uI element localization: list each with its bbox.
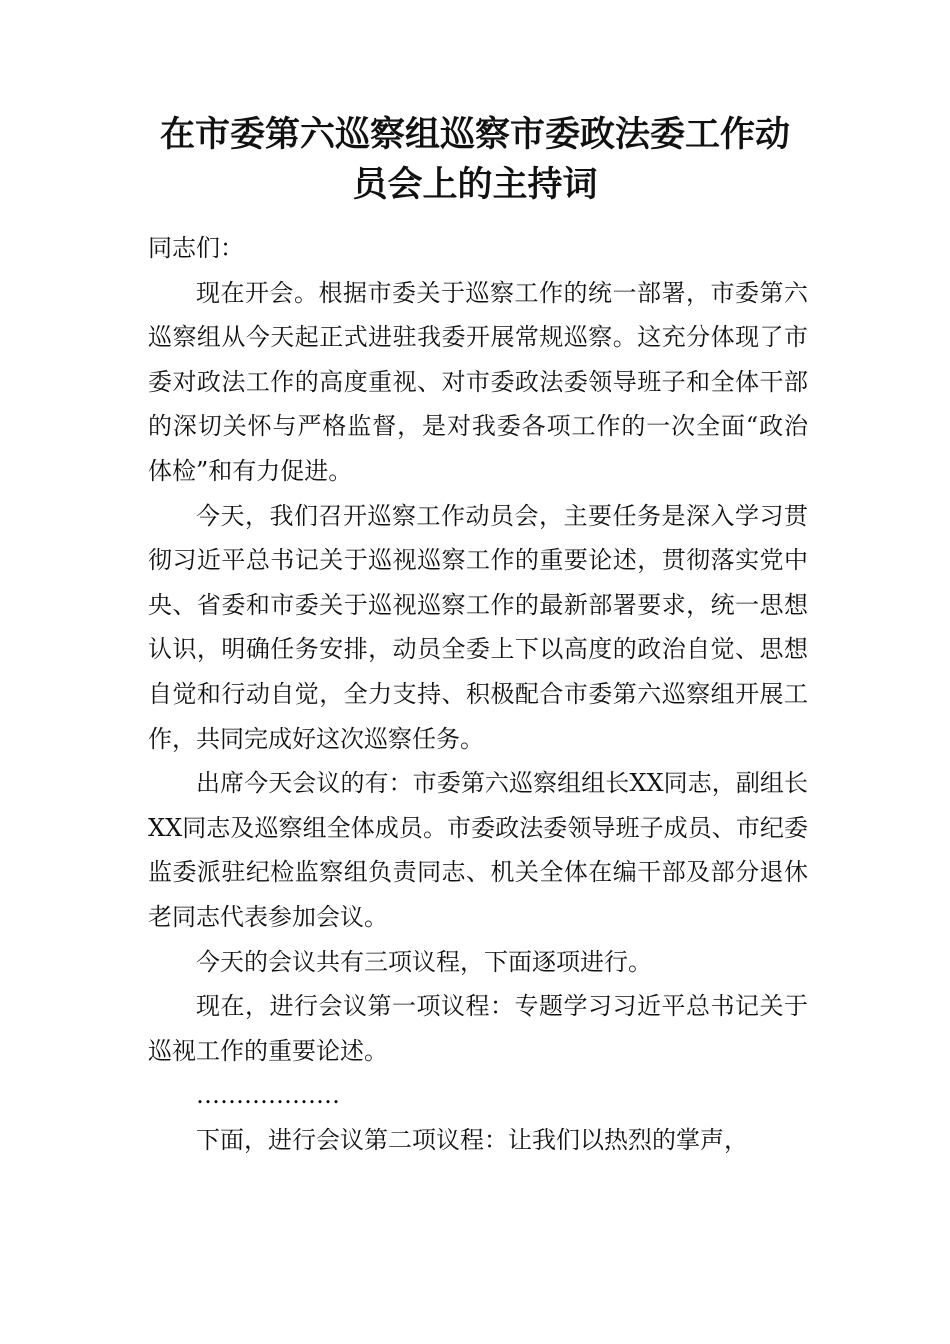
paragraph-5: 现在，进行会议第一项议程：专题学习习近平总书记关于巡视工作的重要论述。 [148,992,808,1065]
ellipsis-line: ……………… [196,1081,340,1110]
title-line-2: 员会上的主持词 [352,164,598,205]
paragraph-6: 下面，进行会议第二项议程：让我们以热烈的掌声， [196,1125,748,1154]
document-body [148,226,808,1162]
title-line-1: 在市委第六巡察组巡察市委政法委工作动 [159,114,790,155]
paragraph-4: 今天的会议共有三项议程，下面逐项进行。 [196,947,652,976]
paragraph-2: 今天，我们召开巡察工作动员会，主要任务是深入学习贯彻习近平总书记关于巡视巡察工作的重要论述，贯彻落实党中央、省委和市委关于巡视巡察工作的最新部署要求，统一思想认识，明确任务安排，动员全委上下以高度的政治自觉、思想自觉和行动自觉，全力支持、积极配合市委第六巡察组开展工作，共同完成好这次巡察任务。 [148,501,808,753]
salutation: 同志们： [148,234,244,262]
paragraph-3: 出席今天会议的有：市委第六巡察组组长XX同志，副组长XX同志及巡察组全体成员。市委政法委领导班子成员、市纪委监委派驻纪检监察组负责同志、机关全体在编干部及部分退休老同志代表参加会议。 [148,769,808,931]
document-title [120,110,830,210]
paragraph-1: 现在开会。根据市委关于巡察工作的统一部署，市委第六巡察组从今天起正式进驻我委开展常规巡察。这充分体现了市委对政法工作的高度重视、对市委政法委领导班子和全体干部的深切关怀与严格监督，是对我委各项工作的一次全面“政治体检”和有力促进。 [148,278,808,485]
